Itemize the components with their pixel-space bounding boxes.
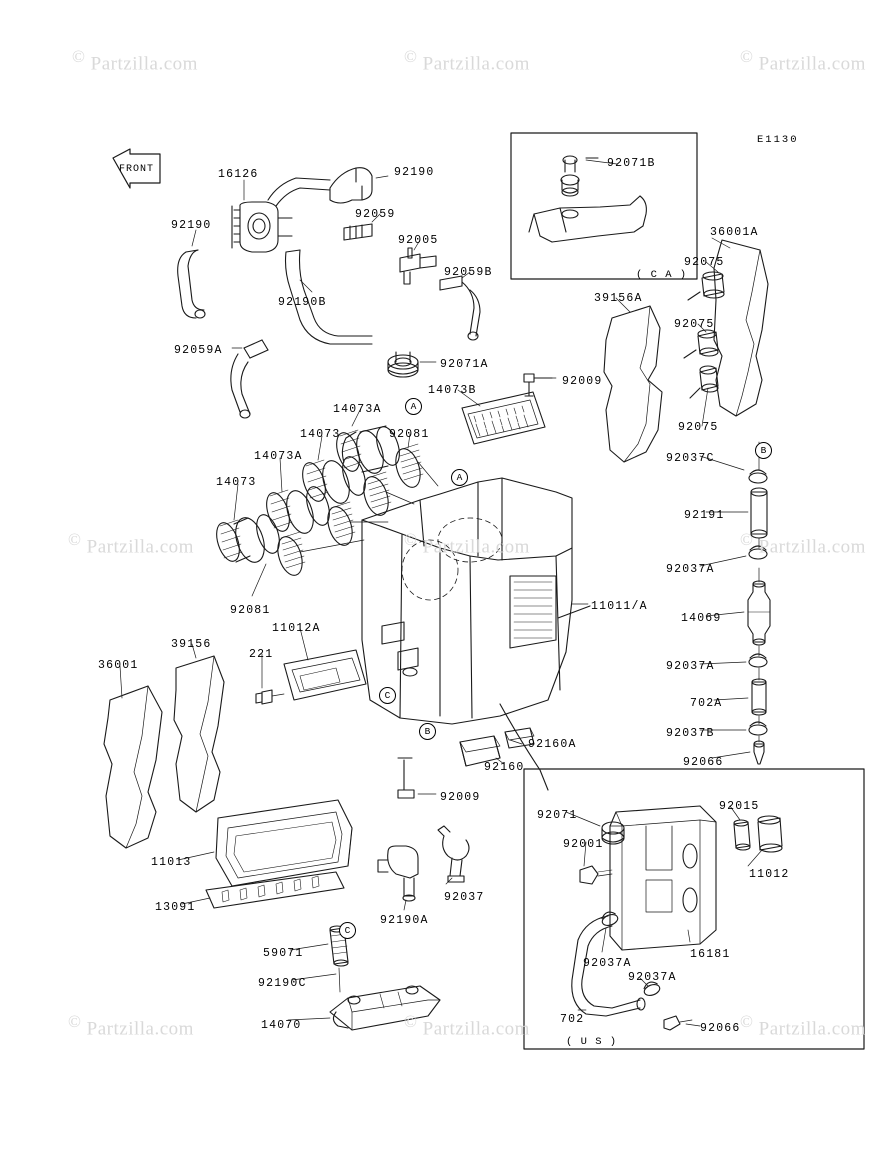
front-arrow-label: FRONT	[119, 164, 155, 175]
part-label: 92081	[230, 604, 271, 617]
callout-circle-b: B	[419, 723, 436, 740]
part-label: 702A	[690, 697, 723, 710]
callout-circle-b: B	[755, 442, 772, 459]
part-label: 14073A	[333, 403, 382, 416]
part-label: 221	[249, 648, 274, 661]
part-label: 92001	[563, 838, 604, 851]
part-label: 92075	[674, 318, 715, 331]
part-label: 39156	[171, 638, 212, 651]
part-label: 11013	[151, 856, 192, 869]
watermark: © Partzilla.com	[68, 530, 194, 558]
part-label: 92066	[683, 756, 724, 769]
part-label: 11012A	[272, 622, 321, 635]
watermark: © Partzilla.com	[68, 1012, 194, 1040]
watermark: © Partzilla.com	[404, 47, 530, 75]
part-label: 14073A	[254, 450, 303, 463]
part-label: 92037A	[666, 563, 715, 576]
part-label: 14073	[216, 476, 257, 489]
part-label: 39156A	[594, 292, 643, 305]
part-label: 92071B	[607, 157, 656, 170]
part-label: 92190	[171, 219, 212, 232]
part-label: 92190B	[278, 296, 327, 309]
part-label: 92037B	[666, 727, 715, 740]
watermark: © Partzilla.com	[404, 1012, 530, 1040]
watermark: © Partzilla.com	[740, 47, 866, 75]
part-label: 14073	[300, 428, 341, 441]
part-label: 14070	[261, 1019, 302, 1032]
part-label: 13091	[155, 901, 196, 914]
part-label: 92071A	[440, 358, 489, 371]
part-label: 92037A	[583, 957, 632, 970]
part-label: 36001A	[710, 226, 759, 239]
part-label: 16126	[218, 168, 259, 181]
part-label: 702	[560, 1013, 585, 1026]
part-label: 92190A	[380, 914, 429, 927]
part-label: 92191	[684, 509, 725, 522]
part-label: 92009	[562, 375, 603, 388]
part-label: 11011/A	[591, 600, 648, 613]
part-label: 92005	[398, 234, 439, 247]
part-label: 92009	[440, 791, 481, 804]
callout-circle-a: A	[451, 469, 468, 486]
part-label: 92160	[484, 761, 525, 774]
part-label: 16181	[690, 948, 731, 961]
part-label: 92037A	[628, 971, 677, 984]
part-label: 92059A	[174, 344, 223, 357]
part-label: 14069	[681, 612, 722, 625]
part-label: 11012	[749, 868, 790, 881]
part-label: 92160A	[528, 738, 577, 751]
part-label: 92066	[700, 1022, 741, 1035]
watermark: © Partzilla.com	[740, 530, 866, 558]
part-label: 92059B	[444, 266, 493, 279]
part-label: 59071	[263, 947, 304, 960]
part-label: 92075	[678, 421, 719, 434]
part-label: 92059	[355, 208, 396, 221]
part-label: 92190	[394, 166, 435, 179]
region-label-ca: ( C A )	[636, 269, 688, 281]
part-label: 92190C	[258, 977, 307, 990]
part-label: 14073B	[428, 384, 477, 397]
callout-circle-c: C	[339, 922, 356, 939]
part-label: 36001	[98, 659, 139, 672]
part-label: 92037	[444, 891, 485, 904]
watermark: © Partzilla.com	[404, 530, 530, 558]
callout-circle-a: A	[405, 398, 422, 415]
part-label: 92037A	[666, 660, 715, 673]
part-label: 92071	[537, 809, 578, 822]
part-label: 92015	[719, 800, 760, 813]
part-label: 92075	[684, 256, 725, 269]
callout-circle-c: C	[379, 687, 396, 704]
watermark: © Partzilla.com	[72, 47, 198, 75]
part-label: 92037C	[666, 452, 715, 465]
region-label-us: ( U S )	[566, 1036, 618, 1048]
watermark: © Partzilla.com	[740, 1012, 866, 1040]
part-label: 92081	[389, 428, 430, 441]
diagram-code: E1130	[757, 134, 799, 146]
